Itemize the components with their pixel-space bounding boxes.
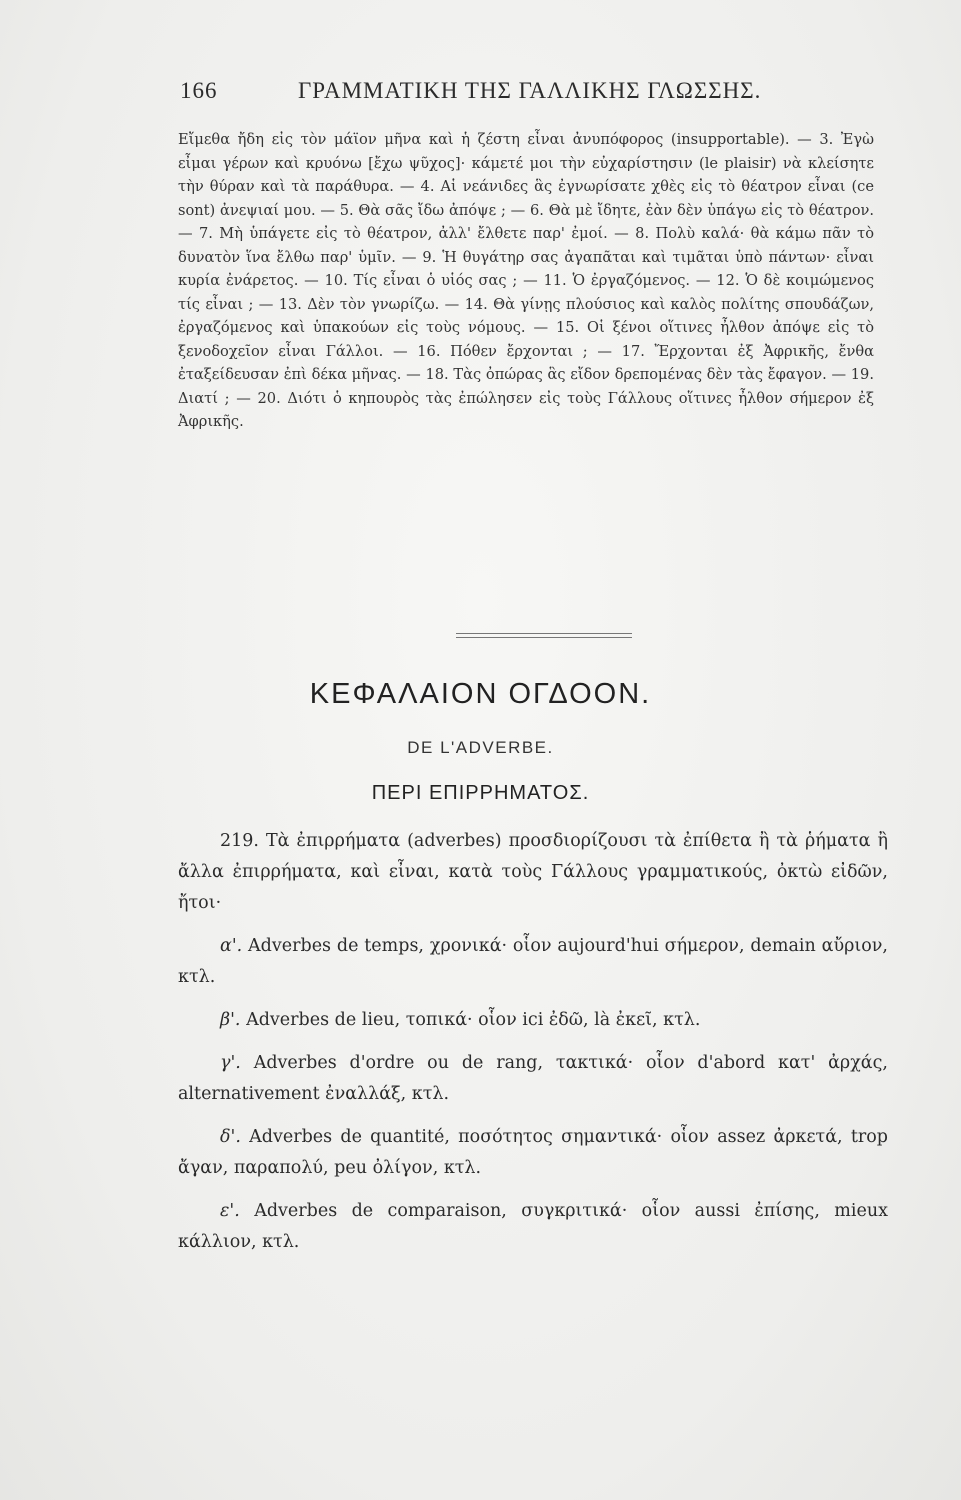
exercise-block bbox=[178, 128, 874, 434]
section-intro: 219. Τὰ ἐπιρρήματα (adverbes) προσδιορίζουσι τὰ ἐπίθετα ἢ τὰ ῥήματα ἢ ἄλλα ἐπιρρήματα, καὶ εἶναι, κατὰ τοὺς Γάλλους γραμματικούς, ὀκτὼ εἰδῶν, ἤτοι· bbox=[178, 831, 888, 913]
category-text: Adverbes de lieu, τοπικά· οἷον ici ἐδῶ, là ἐκεῖ, κτλ. bbox=[246, 1010, 701, 1030]
section-divider bbox=[456, 633, 632, 638]
category-marker: α'. bbox=[220, 936, 243, 956]
category-marker: ε'. bbox=[220, 1201, 240, 1221]
adverb-category bbox=[178, 1196, 888, 1258]
adverb-category bbox=[178, 931, 888, 993]
section-219 bbox=[178, 826, 888, 1258]
chapter-french-title: DE L'ADVERBE. bbox=[407, 738, 554, 757]
page-number: 166 bbox=[180, 78, 218, 103]
exercise-text: Εἴμεθα ἤδη εἰς τὸν μάϊον μῆνα καὶ ἡ ζέστη εἶναι ἀνυπόφορος (insupportable). — 3. Ἐγὼ εἶμαι γέρων καὶ κρυόνω [ἔχω ψῦχος]· κάμετέ μοι τὴν εὐχαρίστησιν (le plaisir) νὰ κλείσητε τὴν θύραν καὶ τὰ παράθυρα. — 4. Αἱ νεάνιδες ἃς ἐγνωρίσατε χθὲς εἰς τὸ θέατρον εἶναι (ce sont) ἀνεψιαί μου. — 5. Θὰ σᾶς ἴδω ἀπόψε ; — 6. Θὰ μὲ ἴδητε, ἐὰν δὲν ὑπάγω εἰς τὸ θέατρον. — 7. Μὴ ὑπάγετε εἰς τὸ θέατρον, ἀλλ' ἔλθετε παρ' ἐμοί. — 8. Πολὺ καλά· θὰ κάμω πᾶν τὸ δυνατὸν ἵνα ἔλθω παρ' ὑμῖν. — 9. Ἡ θυγάτηρ σας ἀγαπᾶται καὶ τιμᾶται ὑπὸ πάντων· εἶναι κυρία ἐνάρετος. — 10. Τίς εἶναι ὁ υἱός σας ; — 11. Ὁ ἐργαζόμενος. — 12. Ὁ δὲ κοιμώμενος τίς εἶναι ; — 13. Δὲν τὸν γνωρίζω. — 14. Θὰ γίνῃς πλούσιος καὶ καλὸς πολίτης σπουδάζων, ἐργαζόμενος καὶ ὑπακούων εἰς τοὺς νόμους. — 15. Οἱ ξένοι οἵτινες ἦλθον ἀπόψε εἰς τὸ ξενοδοχεῖον εἶναι Γάλλοι. — 16. Πόθεν ἔρχονται ; — 17. Ἔρχονται ἐξ Ἀφρικῆς, ἔνθα ἐταξείδευσαν ἐπὶ δέκα μῆνας. — 18. Τὰς ὀπώρας ἃς εἴδον δρεπομένας δὲν τὰς ἔφαγον. — 19. Διατί ; — 20. Διότι ὁ κηπουρὸς τὰς ἐπώλησεν εἰς τοὺς Γάλλους οἵτινες ἦλθον σήμερον ἐξ Ἀφρικῆς. bbox=[178, 131, 874, 430]
category-text: Adverbes de comparaison, συγκριτικά· οἷον aussi ἐπίσης, mieux κάλλιον, κτλ. bbox=[178, 1201, 888, 1252]
chapter-heading: ΚΕΦΑΛΑΙΟΝ ΟΓΔΟΟΝ. bbox=[309, 678, 652, 710]
adverb-category bbox=[178, 1005, 888, 1036]
running-title: ΓΡΑΜΜΑΤΙΚΗ ΤΗΣ ΓΑΛΛΙΚΗΣ ΓΛΩΣΣΗΣ. bbox=[298, 78, 762, 103]
category-text: Adverbes de temps, χρονικά· οἷον aujourd'hui σήμερον, demain αὔριον, κτλ. bbox=[178, 936, 888, 987]
category-marker: β'. bbox=[220, 1010, 241, 1030]
category-marker: δ'. bbox=[220, 1127, 241, 1147]
category-marker: γ'. bbox=[220, 1053, 241, 1073]
adverb-category bbox=[178, 1048, 888, 1110]
chapter-greek-title: ΠΕΡΙ ΕΠΙΡΡΗΜΑΤΟΣ. bbox=[371, 782, 590, 804]
category-text: Adverbes de quantité, ποσότητος σημαντικά· οἷον assez ἀρκετά, trop ἄγαν, παραπολύ, peu ὀλίγον, κτλ. bbox=[178, 1127, 888, 1178]
adverb-category bbox=[178, 1122, 888, 1184]
category-text: Adverbes d'ordre ou de rang, τακτικά· οἷον d'abord κατ' ἀρχάς, alternativement ἐναλλάξ, κτλ. bbox=[178, 1053, 888, 1104]
